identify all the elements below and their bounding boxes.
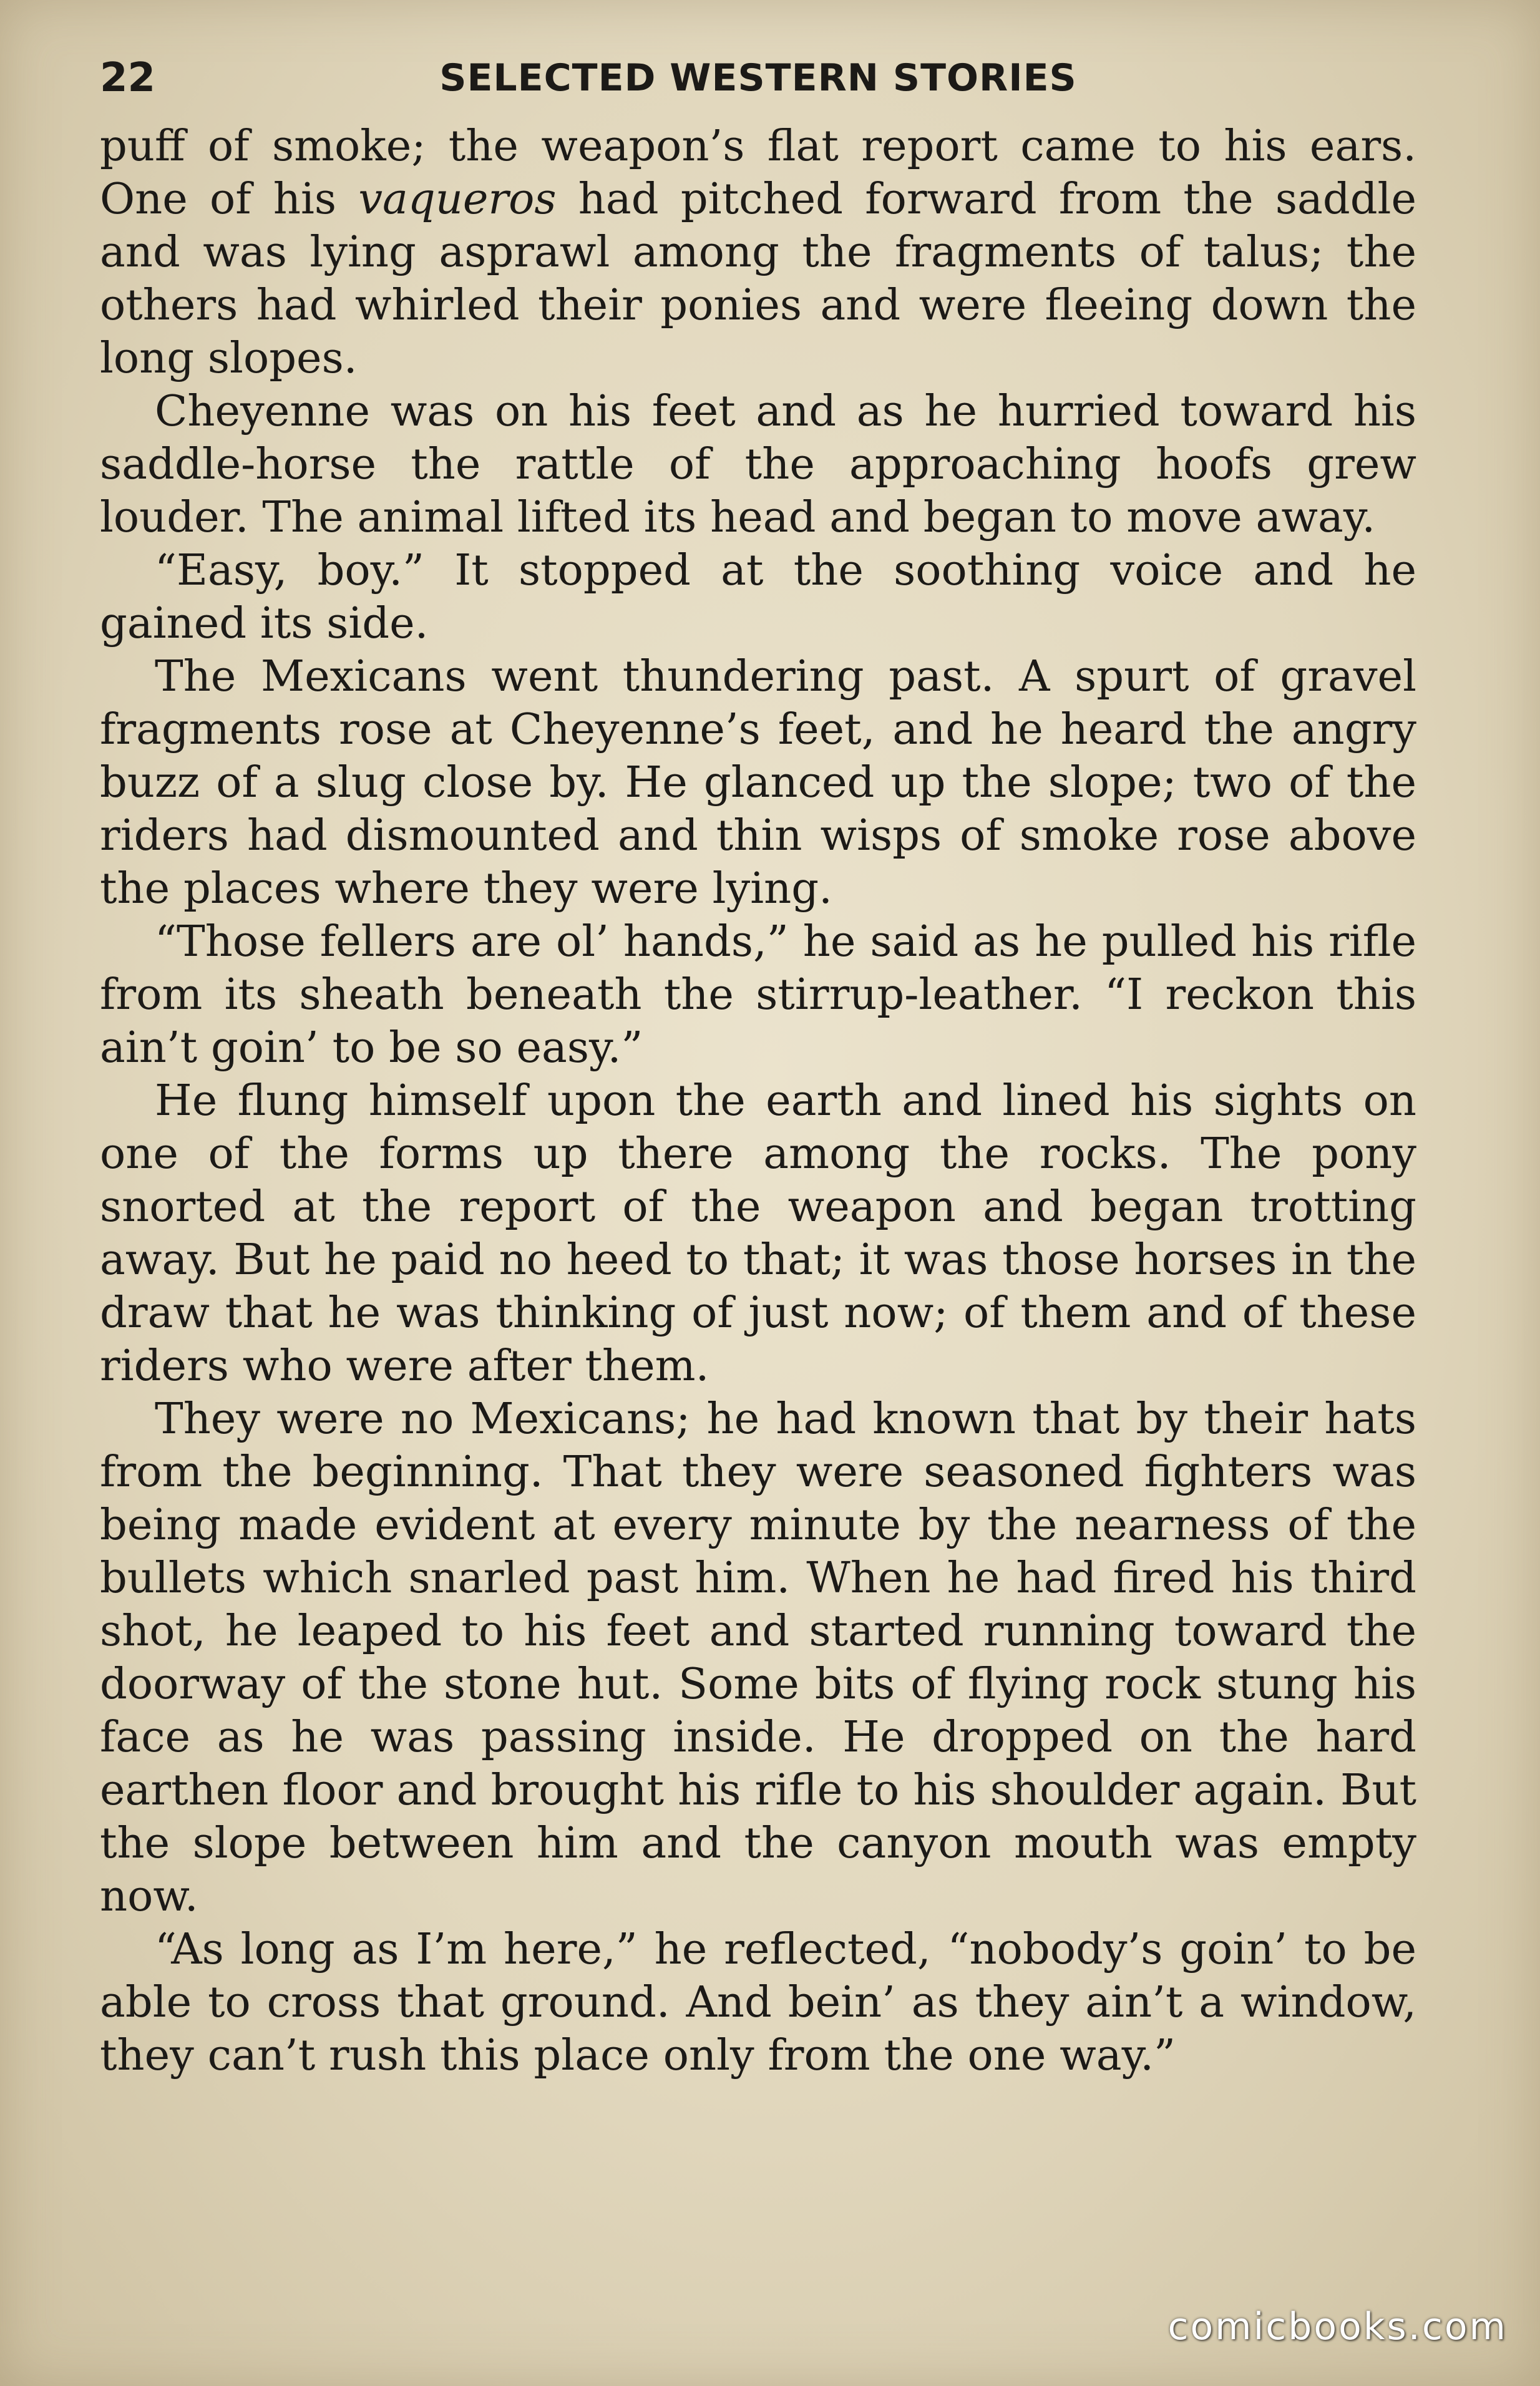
watermark: comicbooks.com	[1167, 2305, 1508, 2349]
paragraph-4: The Mexicans went thundering past. A spurt of gravel fragments rose at Cheyenne’s feet, and he heard the angry buzz of a slug close by. He glanced up the slope; two of the riders had dismounted and thin wisps of smoke rose above the places where they were lying.	[100, 651, 1416, 913]
body-text	[100, 120, 1416, 2082]
paragraph-1-text-a: puff of smoke; the weapon’s flat report came to his ears. One of his	[100, 121, 1416, 224]
running-head: SELECTED WESTERN STORIES	[439, 56, 1077, 100]
paragraph-1	[100, 120, 1416, 385]
paragraph-1-text-b: had pitched forward from the saddle and was lying asprawl among the fragments of talus; the others had whirled their ponies and were fleeing down the long slopes.	[100, 174, 1416, 383]
paragraph-7: They were no Mexicans; he had known that by their hats from the beginning. That they were seasoned fighters was being made evident at every minute by the nearness of the bullets which snarled past him. When he had fired his third shot, he leaped to his feet and started running toward the doorway of the stone hut. Some bits of flying rock stung his face as he was passing inside. He dropped on the hard earthen floor and brought his rifle to his shoulder again. But the slope between him and the canyon mouth was empty now.	[100, 1394, 1416, 1921]
page-header	[100, 44, 1416, 112]
paragraph-8: “As long as I’m here,” he reflected, “nobody’s goin’ to be able to cross that ground. And bein’ as they ain’t a window, they can’t rush this place only from the one way.”	[100, 1924, 1416, 2080]
page-number: 22	[100, 55, 156, 101]
paragraph-6: He flung himself upon the earth and lined his sights on one of the forms up there among the rocks. The pony snorted at the report of the weapon and began trotting away. But he paid no heed to that; it was those horses in the draw that he was thinking of just now; of them and of these riders who were after them.	[100, 1076, 1416, 1391]
paragraph-3: “Easy, boy.” It stopped at the soothing voice and he gained its side.	[100, 545, 1416, 648]
paragraph-2: Cheyenne was on his feet and as he hurried toward his saddle-horse the rattle of the approaching hoofs grew louder. The animal lifted its head and began to move away.	[100, 386, 1416, 542]
italic-vaqueros: vaqueros	[358, 174, 557, 224]
paragraph-5: “Those fellers are ol’ hands,” he said as he pulled his rifle from its sheath beneath the stirrup-leather. “I reckon this ain’t goin’ to be so easy.”	[100, 917, 1416, 1073]
